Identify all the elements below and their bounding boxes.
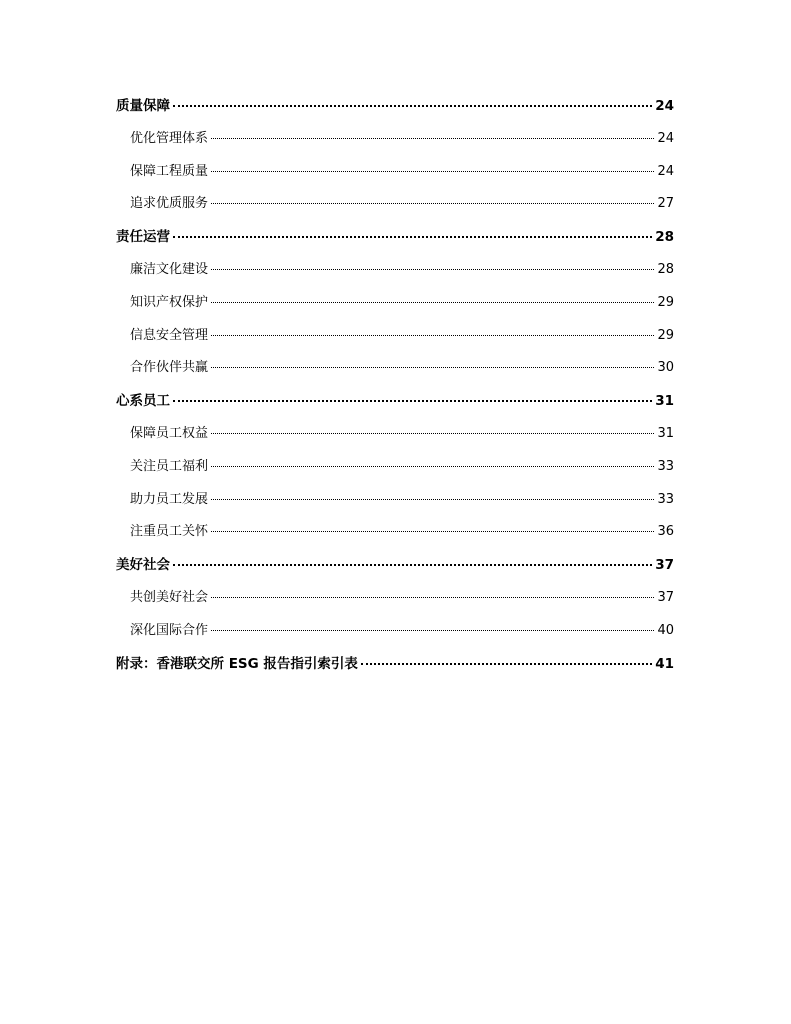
- toc-entry-partner-win-win[interactable]: [116, 357, 674, 390]
- toc-dot-leader: [211, 171, 654, 172]
- table-of-contents: [116, 95, 674, 685]
- toc-dot-leader: [211, 499, 654, 500]
- toc-dot-leader: [211, 531, 654, 532]
- toc-entry-title: 美好社会: [116, 557, 170, 574]
- toc-entry-page: 27: [657, 196, 674, 212]
- toc-entry-page: 36: [657, 524, 674, 540]
- toc-entry-title: 保障员工权益: [130, 425, 209, 441]
- toc-dot-leader: [211, 335, 654, 336]
- toc-entry-page: 33: [657, 458, 674, 474]
- toc-dot-leader: [211, 203, 654, 204]
- toc-entry-title: 心系员工: [116, 393, 170, 410]
- toc-entry-quality-assurance[interactable]: [116, 95, 674, 128]
- toc-entry-title: 追求优质服务: [130, 196, 209, 212]
- toc-entry-page: 24: [655, 98, 674, 114]
- toc-entry-page: 31: [655, 393, 674, 410]
- toc-entry-ip-protection[interactable]: [116, 292, 674, 325]
- toc-dot-leader: [211, 302, 654, 303]
- toc-entry-employee-welfare[interactable]: [116, 456, 674, 489]
- toc-entry-title: 合作伙伴共赢: [130, 360, 209, 376]
- toc-entry-page: 29: [657, 294, 674, 310]
- toc-entry-page: 28: [655, 229, 674, 246]
- toc-entry-responsible-operations[interactable]: [116, 226, 674, 259]
- toc-entry-title: 助力员工发展: [130, 491, 209, 507]
- toc-entry-title: 知识产权保护: [130, 294, 209, 310]
- toc-entry-page: 24: [657, 163, 674, 179]
- toc-entry-title: 质量保障: [116, 98, 170, 114]
- toc-dot-leader: [211, 433, 654, 434]
- toc-dot-leader: [173, 564, 652, 566]
- toc-entry-page: 31: [657, 425, 674, 441]
- toc-entry-optimize-management[interactable]: [116, 128, 674, 161]
- toc-entry-engineering-quality[interactable]: [116, 161, 674, 194]
- toc-entry-quality-service[interactable]: [116, 193, 674, 226]
- toc-entry-information-security[interactable]: [116, 325, 674, 358]
- toc-entry-title: 责任运营: [116, 229, 170, 246]
- toc-entry-page: 37: [657, 589, 674, 605]
- toc-entry-title: 优化管理体系: [130, 130, 209, 146]
- toc-entry-page: 30: [657, 360, 674, 376]
- toc-dot-leader: [211, 466, 654, 467]
- toc-entry-title: 保障工程质量: [130, 163, 209, 179]
- toc-entry-page: 28: [657, 261, 674, 277]
- toc-dot-leader: [211, 630, 654, 631]
- toc-entry-title: 信息安全管理: [130, 327, 209, 343]
- toc-entry-integrity-culture[interactable]: [116, 259, 674, 292]
- toc-entry-caring-employees[interactable]: [116, 390, 674, 423]
- toc-entry-employee-rights[interactable]: [116, 423, 674, 456]
- toc-entry-appendix-esg-index[interactable]: [116, 653, 674, 686]
- toc-entry-better-society[interactable]: [116, 554, 674, 587]
- toc-entry-title: 廉洁文化建设: [130, 261, 209, 277]
- toc-entry-build-better-society[interactable]: [116, 587, 674, 620]
- toc-entry-page: 40: [657, 622, 674, 638]
- toc-dot-leader: [173, 400, 652, 402]
- toc-entry-title: 关注员工福利: [130, 458, 209, 474]
- toc-entry-page: 41: [655, 655, 674, 672]
- toc-dot-leader: [361, 663, 652, 665]
- toc-entry-title: 共创美好社会: [130, 589, 209, 605]
- toc-entry-title: 注重员工关怀: [130, 524, 209, 540]
- toc-dot-leader: [173, 236, 652, 238]
- toc-entry-page: 29: [657, 327, 674, 343]
- toc-dot-leader: [211, 597, 654, 598]
- toc-entry-title: 附录：香港联交所 ESG 报告指引索引表: [116, 655, 358, 672]
- toc-entry-page: 33: [657, 491, 674, 507]
- toc-entry-page: 37: [655, 557, 674, 574]
- toc-dot-leader: [211, 138, 654, 139]
- toc-entry-page: 24: [657, 130, 674, 146]
- toc-entry-title: 深化国际合作: [130, 622, 209, 638]
- toc-entry-international-cooperation[interactable]: [116, 620, 674, 653]
- toc-dot-leader: [211, 367, 654, 368]
- toc-dot-leader: [173, 105, 652, 107]
- toc-entry-employee-development[interactable]: [116, 489, 674, 522]
- toc-dot-leader: [211, 269, 654, 270]
- toc-entry-employee-care[interactable]: [116, 521, 674, 554]
